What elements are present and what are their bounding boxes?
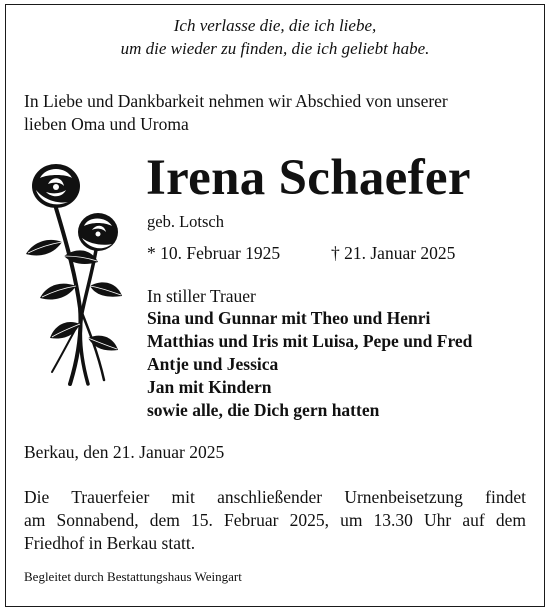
funeral-home-credit: Begleitet durch Bestattungshaus Weingart xyxy=(24,569,242,584)
intro-line-2: lieben Oma und Uroma xyxy=(24,114,189,134)
place-date: Berkau, den 21. Januar 2025 xyxy=(24,442,225,462)
service-line-1: Die Trauerfeier mit anschließender Urnenbeisetzung findet xyxy=(24,487,526,507)
birth-name: geb. Lotsch xyxy=(147,212,224,231)
memorial-quote xyxy=(0,14,550,60)
funeral-service-info xyxy=(24,486,526,555)
mourner-line: sowie alle, die Dich gern hatten xyxy=(147,400,380,420)
deceased-name: Irena Schaefer xyxy=(146,150,471,206)
mourner-line: Jan mit Kindern xyxy=(147,377,272,397)
quote-line-1: Ich verlasse die, die ich liebe, xyxy=(173,16,377,35)
mourner-line: Antje und Jessica xyxy=(147,354,279,374)
roses-icon xyxy=(18,158,142,386)
mourner-line: Sina und Gunnar mit Theo und Henri xyxy=(147,308,431,328)
death-date: † 21. Januar 2025 xyxy=(331,243,456,263)
service-line-2: am Sonnabend, dem 15. Februar 2025, um 13.30 Uhr auf dem xyxy=(24,510,526,530)
birth-date: * 10. Februar 1925 xyxy=(147,243,281,263)
service-line-3: Friedhof in Berkau statt. xyxy=(24,533,196,553)
mourners-list xyxy=(147,307,547,422)
mourning-intro: In stiller Trauer xyxy=(147,286,256,306)
quote-line-2: um die wieder zu finden, die ich geliebt habe. xyxy=(120,39,430,58)
intro-line-1: In Liebe und Dankbarkeit nehmen wir Abschied von unserer xyxy=(24,91,448,111)
mourner-line: Matthias und Iris mit Luisa, Pepe und Fred xyxy=(147,331,473,351)
farewell-intro xyxy=(24,90,534,136)
